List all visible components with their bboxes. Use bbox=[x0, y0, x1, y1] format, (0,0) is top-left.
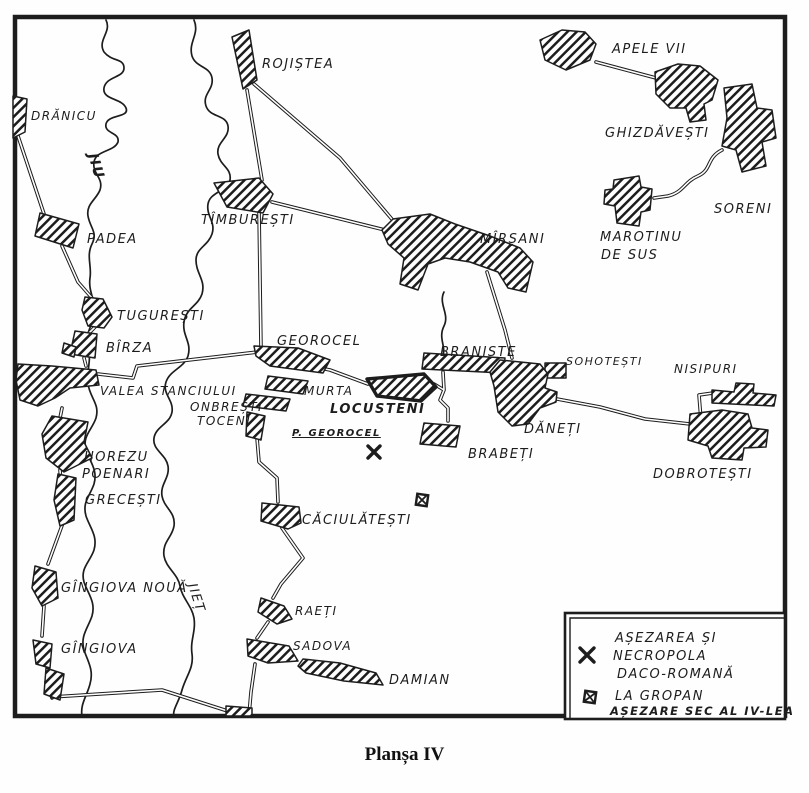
legend-item1-line2: NECROPOLA bbox=[613, 649, 707, 664]
village-area-bottom-edge bbox=[226, 706, 252, 716]
place-label-padea: PADEA bbox=[87, 232, 138, 247]
place-label-marotinu: MAROTINU bbox=[600, 230, 683, 245]
legend-item1-line1: AȘEZAREA ȘI bbox=[615, 631, 718, 646]
place-label-braniste: BRANIȘTE bbox=[440, 345, 517, 360]
place-label-raeti: RAEȚI bbox=[295, 604, 338, 618]
place-label-sohotesti: SOHOTEȘTI bbox=[566, 355, 643, 368]
place-label-birza: BÎRZA bbox=[106, 341, 154, 356]
place-label-caciulatesti: CĂCIULĂTEȘTI bbox=[302, 513, 412, 528]
village-area-caciulatesti bbox=[261, 503, 301, 529]
place-label-valea-stanciului: VALEA STANCIULUI bbox=[100, 384, 237, 398]
place-label-dobrotesti: DOBROTEȘTI bbox=[653, 467, 753, 482]
legend-item2-line1: LA GROPAN bbox=[615, 689, 704, 704]
place-label-mirsani: MÎRȘANI bbox=[480, 232, 546, 247]
road-apelevii-neck-core bbox=[596, 62, 656, 78]
village-area-marotinu bbox=[604, 176, 652, 226]
village-area-gingiova-1 bbox=[33, 640, 52, 668]
place-label-de-sus: DE SUS bbox=[601, 248, 659, 263]
place-label-jiet: JIEȚ bbox=[184, 581, 208, 615]
place-label-apele-vii: APELE VII bbox=[612, 42, 687, 57]
village-area-brabeti bbox=[420, 423, 460, 447]
place-label-dranicu: DRĂNICU bbox=[31, 109, 97, 123]
road-caciulatesti-chain bbox=[249, 438, 303, 715]
village-area-nisipuri bbox=[712, 383, 776, 406]
river-jiet bbox=[154, 20, 230, 716]
place-label-p-georocel: P. GEOROCEL bbox=[292, 428, 381, 439]
map-frame bbox=[15, 17, 785, 716]
place-label-horezu: HOREZU bbox=[84, 450, 149, 465]
place-label-georocel: GEOROCEL bbox=[277, 334, 362, 349]
place-label-brabeti: BRABEȚI bbox=[468, 447, 535, 462]
village-area-valea-stanciului bbox=[16, 364, 99, 406]
village-area-murta bbox=[265, 376, 308, 394]
place-label-grecesti: GRECEȘTI bbox=[85, 493, 162, 508]
place-label-nisipuri: NISIPURI bbox=[674, 362, 738, 376]
village-area-timburesti bbox=[214, 178, 273, 213]
place-label-soreni: SORENI bbox=[714, 202, 773, 217]
road-soreni-marotinu bbox=[654, 150, 722, 198]
village-area-raeti bbox=[258, 598, 292, 624]
village-area-tuguresti bbox=[82, 297, 112, 328]
village-area-georocel bbox=[254, 346, 330, 373]
site-markers bbox=[368, 446, 428, 506]
place-label-timburesti: TÎMBUREȘTI bbox=[201, 213, 295, 228]
place-label-murta: MURTA bbox=[304, 384, 354, 398]
village-area-mirsani bbox=[382, 214, 533, 292]
legend bbox=[565, 613, 795, 719]
road-gingiova-bottom bbox=[52, 690, 237, 714]
road-locusteni-brabeti-core bbox=[434, 372, 448, 421]
road-rojistea-timburesti-core bbox=[247, 90, 262, 180]
village-area-soreni bbox=[722, 84, 776, 172]
village-area-gingiova-2 bbox=[44, 668, 64, 700]
legend-item1-line3: DACO-ROMANĂ bbox=[617, 667, 735, 682]
figure-caption: Planșa IV bbox=[364, 744, 445, 765]
village-area-padea bbox=[35, 213, 79, 248]
site-area-locusteni bbox=[367, 374, 436, 401]
place-label-tuguresti: TUGUREȘTI bbox=[117, 309, 205, 324]
place-label-toceni: TOCENI bbox=[197, 414, 252, 428]
place-label-gingiova: GÎNGIOVA bbox=[61, 642, 138, 657]
village-area-damian bbox=[298, 659, 383, 685]
village-area-apele-vii-east bbox=[655, 64, 718, 122]
marker-boxed-cross bbox=[416, 494, 428, 506]
place-label-jiu: JIU bbox=[84, 151, 108, 182]
place-label-damian: DAMIAN bbox=[389, 673, 451, 688]
place-label-poenari: POENARI bbox=[82, 467, 151, 482]
place-label-rojistea: ROJIȘTEA bbox=[262, 57, 335, 72]
village-area-sadova bbox=[247, 639, 298, 663]
place-label-gingiova-noua: GÎNGIOVA NOUĂ bbox=[61, 581, 188, 596]
village-area-dranicu bbox=[13, 96, 27, 138]
place-label-sadova: SADOVA bbox=[293, 639, 353, 653]
village-area-apele-vii-west bbox=[540, 30, 596, 70]
place-label-ghizdavesti: GHIZDĂVEȘTI bbox=[605, 126, 710, 141]
place-label-locusteni: LOCUSTENI bbox=[330, 402, 426, 417]
river-jiu bbox=[82, 20, 127, 716]
place-label-onbresti: ONBREȘTI bbox=[190, 400, 264, 414]
village-area-rojistea bbox=[232, 30, 257, 89]
legend-boxed-cross-symbol bbox=[584, 691, 596, 703]
village-area-grecesti bbox=[54, 474, 76, 526]
place-label-daneti: DĂNEȚI bbox=[524, 422, 582, 437]
village-area-dobrotesti bbox=[688, 410, 768, 460]
road-dranicu-padea-core bbox=[18, 136, 44, 214]
village-area-gingiova-noua bbox=[32, 566, 58, 606]
legend-item2-line2: AȘEZARE SEC AL IV-LEA bbox=[610, 704, 795, 718]
marker-x-cross bbox=[368, 446, 380, 458]
road-padea-tuguresti bbox=[62, 246, 92, 298]
